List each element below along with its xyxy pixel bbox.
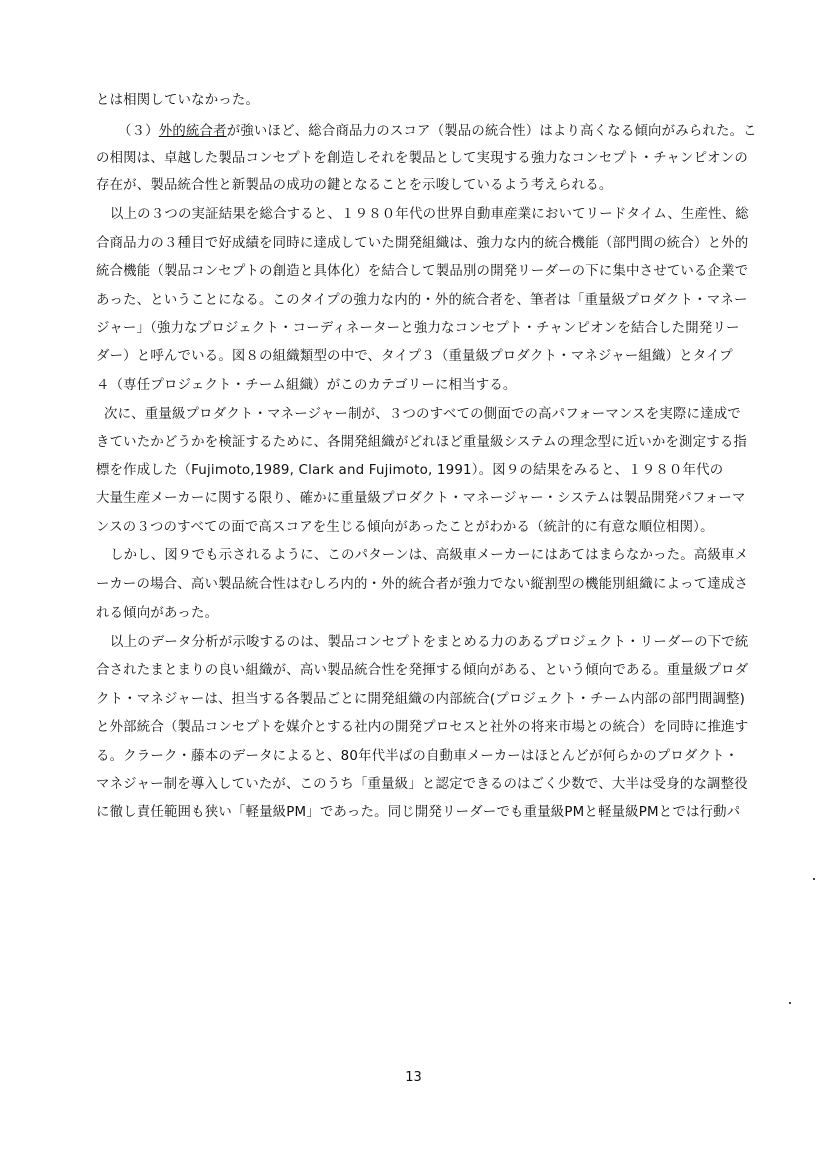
item-number: （３） — [118, 124, 159, 139]
text-line-12: 次に、重量級プロダクト・マネージャー制が、３つのすべての側面での高パフォーマンスを実際に達成で — [104, 407, 741, 422]
text-line-21: 合されたまとまりの良い組織が、高い製品統合性を発揮する傾向がある、という傾向である。重量級プロダ — [96, 663, 749, 678]
underlined-term: 外的統合者 — [158, 124, 227, 139]
text-line-2-rest: が強いほど、総合商品力のスコア（製品の統合性）はより高くなる傾向がみられた。こ — [226, 124, 757, 139]
text-line-15: 大量生産メーカーに関する限り、確かに重量級プロダクト・マネージャー・システムは製品開発パフォーマ — [96, 491, 746, 506]
text-line-16: ンスの３つのすべての面で高スコアを生じる傾向があったことがわかる（統計的に有意な順位相関）。 — [96, 520, 714, 535]
text-line-4: 存在が、製品統合性と新製品の成功の鍵となることを示唆しているよう考えられる。 — [96, 178, 613, 193]
text-line-18: ーカーの場合、高い製品統合性はむしろ内的・外的統合者が強力でない縦割型の機能別組織によって達成さ — [96, 577, 749, 592]
text-line-19: れる傾向があった。 — [96, 606, 219, 621]
scan-speck — [789, 1002, 791, 1004]
text-line-7: 統合機能（製品コンセプトの創造と具体化）を結合して製品別の開発リーダーの下に集中させている企業で — [96, 264, 749, 279]
text-line-1: とは相関していなかった。 — [96, 93, 260, 108]
scan-speck — [813, 878, 815, 880]
text-line-25: マネジャー制を導入していたが、このうち「重量級」と認定できるのはごく少数で、大半は受身的な調整役 — [96, 777, 748, 792]
text-line-13: きていたかどうかを検証するために、各開発組織がどれほど重量級システムの理念型に近いかを測定する指 — [96, 435, 748, 450]
text-line-22: クト・マネジャーは、担当する各製品ごとに開発組織の内部統合(プロジェクト・チーム内部の部門間調整) — [96, 692, 746, 707]
text-line-11: ４（専任プロジェクト・チーム組織）がこのカテゴリーに相当する。 — [96, 378, 517, 393]
page-number: 13 — [405, 1070, 422, 1085]
text-line-26: に徹し責任範囲も狭い「軽量級PM」であった。同じ開発リーダーでも重量級PMと軽量級PMとでは行動パ — [96, 805, 741, 820]
text-line-24: る。クラーク・藤本のデータによると、80年代半ばの自動車メーカーはほとんどが何らかのプロダクト・ — [96, 749, 739, 764]
text-line-23: と外部統合（製品コンセプトを媒介とする社内の開発プロセスと社外の将来市場との統合）を同時に推進す — [96, 720, 749, 735]
text-line-8: あった、ということになる。このタイプの強力な内的・外的統合者を、筆者は「重量級プロダクト・マネー — [96, 293, 748, 308]
text-line-5: 以上の３つの実証結果を総合すると、１９８０年代の世界自動車産業においてリードタイム、生産性、総 — [110, 207, 749, 222]
text-line-2 — [96, 123, 776, 141]
text-line-20: 以上のデータ分析が示唆するのは、製品コンセプトをまとめる力のあるプロジェクト・リーダーの下で統 — [110, 635, 749, 650]
text-line-3: の相関は、卓越した製品コンセプトを創造しそれを製品として実現する強力なコンセプト・チャンピオンの — [96, 151, 748, 166]
text-line-9: ジャー」（強力なプロジェクト・コーディネーターと強力なコンセプト・チャンピオンを結合した開発リー — [96, 321, 740, 336]
text-line-10: ダー）と呼んでいる。図８の組織類型の中で、タイプ３（重量級プロダクト・マネジャー組織）とタイプ — [96, 349, 733, 364]
text-line-6: 合商品力の３種目で好成績を同時に達成していた開発組織は、強力な内的統合機能（部門間の統合）と外的 — [96, 236, 749, 251]
text-line-17: しかし、図９でも示されるように、このパターンは、高級車メーカーにはあてはまらなかった。高級車メ — [110, 548, 749, 563]
text-line-14: 標を作成した（Fujimoto,1989, Clark and Fujimoto, 1991）。図９の結果をみると、１９８０年代の — [96, 463, 724, 478]
